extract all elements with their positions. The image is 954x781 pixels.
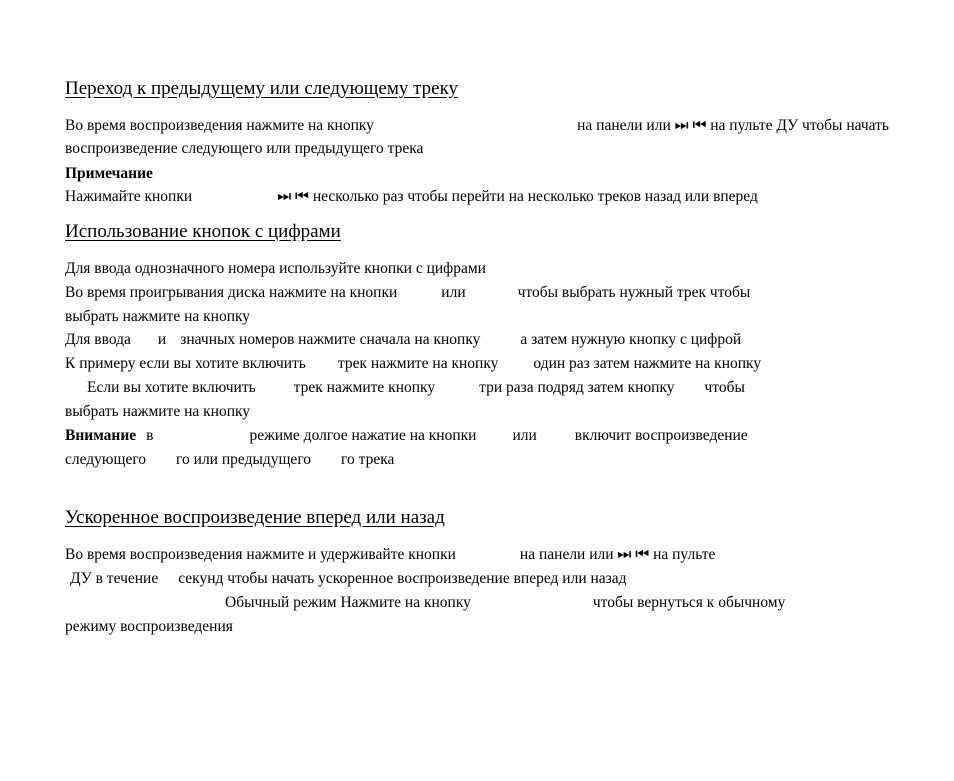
text-fragment: чтобы выбрать нужный трек чтобы bbox=[517, 284, 751, 301]
text-fragment: го трека bbox=[341, 451, 395, 468]
text-fragment: Для ввода bbox=[65, 331, 131, 348]
text-fragment: или bbox=[512, 427, 537, 444]
paragraph-line bbox=[65, 355, 761, 373]
text-fragment: в bbox=[146, 427, 154, 444]
text-fragment: трек нажмите кнопку bbox=[293, 379, 436, 396]
paragraph-line bbox=[225, 594, 785, 612]
note-label: Примечание bbox=[65, 165, 153, 182]
text-fragment: один раз затем нажмите на кнопку bbox=[533, 355, 762, 372]
section-title-number-buttons: Использование кнопок с цифрами bbox=[65, 221, 341, 242]
paragraph-line: выбрать нажмите на кнопку bbox=[65, 403, 251, 420]
text-fragment: ДУ в течение bbox=[70, 570, 159, 587]
paragraph-line bbox=[70, 570, 627, 588]
section-title-fast-forward: Ускоренное воспроизведение вперед или назад bbox=[65, 507, 445, 528]
text-fragment: Во время проигрывания диска нажмите на кнопки bbox=[65, 284, 398, 301]
section-title-track-skip: Переход к предыдущему или следующему треку bbox=[65, 78, 459, 99]
text-fragment: трек нажмите на кнопку bbox=[337, 355, 499, 372]
text-fragment: Обычный режим Нажмите на кнопку bbox=[225, 594, 471, 611]
text-fragment: на панели или ⏭ ⏮ на пульте ДУ чтобы начать bbox=[577, 117, 889, 134]
text-fragment: го или предыдущего bbox=[176, 451, 312, 468]
text-fragment: три раза подряд затем кнопку bbox=[479, 379, 675, 396]
text-fragment: режиме долгое нажатие на кнопки bbox=[249, 427, 477, 444]
paragraph-line: выбрать нажмите на кнопку bbox=[65, 308, 251, 325]
paragraph-line bbox=[65, 117, 889, 135]
text-fragment: чтобы bbox=[704, 379, 745, 396]
text-fragment: Если вы хотите включить bbox=[87, 379, 256, 396]
text-fragment: Во время воспроизведения нажмите и удерживайте кнопки bbox=[65, 546, 456, 563]
paragraph-line bbox=[65, 331, 741, 349]
text-fragment: а затем нужную кнопку с цифрой bbox=[520, 331, 742, 348]
paragraph-line bbox=[65, 284, 750, 302]
paragraph-line bbox=[65, 546, 715, 564]
paragraph-line bbox=[87, 379, 745, 397]
text-fragment: Нажимайте кнопки bbox=[65, 188, 193, 205]
warning-label: Внимание bbox=[65, 427, 137, 444]
text-fragment: секунд чтобы начать ускоренное воспроизведение вперед или назад bbox=[178, 570, 627, 587]
manual-page bbox=[65, 0, 889, 781]
text-fragment: значных номеров нажмите сначала на кнопку bbox=[180, 331, 481, 348]
text-fragment: чтобы вернуться к обычному bbox=[592, 594, 786, 611]
paragraph-line bbox=[65, 427, 748, 445]
text-fragment: или bbox=[441, 284, 466, 301]
paragraph-line: воспроизведение следующего или предыдущего трека bbox=[65, 140, 424, 157]
text-fragment: К примеру если вы хотите включить bbox=[65, 355, 306, 372]
paragraph-line bbox=[65, 451, 394, 469]
paragraph-line: Для ввода однозначного номера используйте кнопки с цифрами bbox=[65, 260, 486, 277]
paragraph-line: режиму воспроизведения bbox=[65, 618, 233, 635]
text-fragment: включит воспроизведение bbox=[574, 427, 748, 444]
text-fragment: Во время воспроизведения нажмите на кнопку bbox=[65, 117, 374, 134]
text-fragment: ⏭ ⏮ несколько раз чтобы перейти на несколько треков назад или вперед bbox=[277, 188, 758, 205]
text-fragment: и bbox=[157, 331, 167, 348]
text-fragment: следующего bbox=[65, 451, 147, 468]
note-text bbox=[65, 188, 758, 206]
text-fragment: на панели или ⏭ ⏮ на пульте bbox=[519, 546, 716, 563]
